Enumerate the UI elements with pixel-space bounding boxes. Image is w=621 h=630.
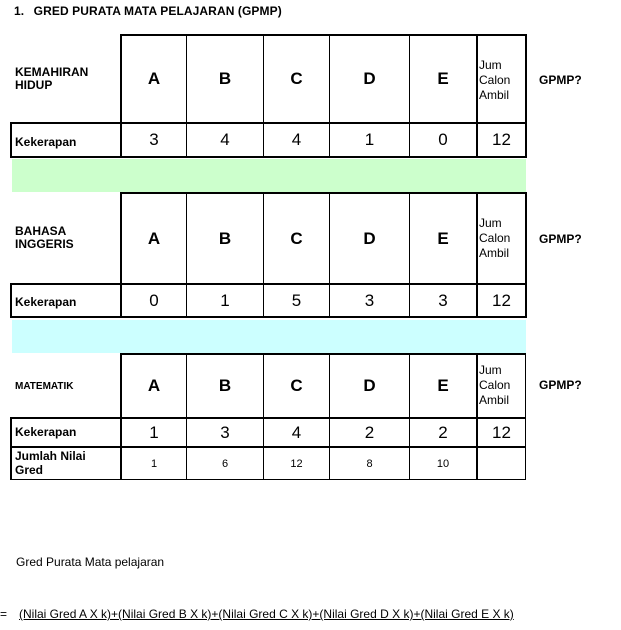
jum-calon-ambil-header xyxy=(479,216,510,261)
grade-header-a: A xyxy=(147,376,161,395)
grade-header-c: C xyxy=(290,69,303,88)
jum-calon-ambil-header xyxy=(479,363,510,408)
total-cell: 12 xyxy=(492,422,511,442)
separator-band-cyan xyxy=(12,320,526,353)
gpmp-label: GPMP? xyxy=(539,378,582,392)
subject-name-line: HIDUP xyxy=(15,78,53,92)
jum-line: Jum xyxy=(479,363,502,377)
row-label-line: Gred xyxy=(15,463,44,477)
total-cell: 12 xyxy=(492,130,511,149)
grade-header-c: C xyxy=(290,376,303,395)
gpmp-label: GPMP? xyxy=(539,232,582,246)
row-label-kekerapan: Kekerapan xyxy=(15,425,77,439)
frequency-cell: 4 xyxy=(291,422,302,442)
border xyxy=(10,417,12,480)
jum-line: Calon xyxy=(479,73,511,87)
frequency-cell: 3 xyxy=(364,290,375,310)
jum-line: Jum xyxy=(479,58,502,72)
grade-header-a: A xyxy=(147,228,161,248)
frequency-cell: 4 xyxy=(291,130,302,149)
grade-header-e: E xyxy=(437,376,449,395)
row-label-line: Jumlah Nilai xyxy=(15,449,86,463)
formula-caption: Gred Purata Mata pelajaran xyxy=(16,555,165,569)
separator-band-green xyxy=(12,159,526,192)
border xyxy=(10,316,526,318)
border xyxy=(10,122,12,158)
subject-name-line: BAHASA xyxy=(15,224,67,238)
row-label-jumlah-nilai-gred xyxy=(15,449,86,477)
jum-line: Calon xyxy=(479,231,511,245)
formula-text: (Nilai Gred A X k)+(Nilai Gred B X k)+(Nilai Gred C X k)+(Nilai Gred D X k)+(Nilai Gred E X k) xyxy=(19,607,514,621)
frequency-cell: 0 xyxy=(149,290,159,310)
frequency-cell: 2 xyxy=(364,422,375,442)
border xyxy=(10,283,12,318)
frequency-cell: 4 xyxy=(220,130,230,149)
row-label-kekerapan: Kekerapan xyxy=(15,135,77,149)
subject-name-line: MATEMATIK xyxy=(15,381,74,392)
title-number: 1. xyxy=(14,4,25,18)
subject-name-line: INGGERIS xyxy=(15,237,74,251)
border xyxy=(476,353,478,480)
formula xyxy=(0,607,514,621)
grade-header-d: D xyxy=(363,228,376,248)
frequency-cell: 1 xyxy=(149,422,159,442)
frequency-cell: 3 xyxy=(220,422,230,442)
border xyxy=(525,192,527,318)
frequency-cell: 1 xyxy=(220,290,230,310)
title-text: GRED PURATA MATA PELAJARAN (GPMP) xyxy=(33,4,282,18)
grade-value-cell: 6 xyxy=(221,457,229,470)
grade-value-cell: 10 xyxy=(436,457,450,470)
border xyxy=(10,156,526,158)
grade-header-a: A xyxy=(147,69,161,88)
grade-header-e: E xyxy=(437,69,449,88)
total-cell: 12 xyxy=(492,290,511,310)
border xyxy=(525,34,527,158)
frequency-cell: 3 xyxy=(438,290,448,310)
grade-header-c: C xyxy=(290,228,303,248)
subject-name xyxy=(15,380,74,393)
jum-line: Calon xyxy=(479,378,511,392)
frequency-cell: 0 xyxy=(438,130,448,149)
jum-line: Ambil xyxy=(479,393,510,407)
grade-header-d: D xyxy=(363,376,376,395)
jum-line: Jum xyxy=(479,216,502,230)
subject-name-line: KEMAHIRAN xyxy=(15,65,89,79)
frequency-cell: 3 xyxy=(149,130,159,149)
formula-equals: = xyxy=(0,607,8,621)
jum-calon-ambil-header xyxy=(479,58,510,103)
jum-line: Ambil xyxy=(479,88,510,102)
grade-header-d: D xyxy=(363,69,376,88)
subject-name xyxy=(15,225,74,251)
border xyxy=(525,353,526,480)
frequency-cell: 2 xyxy=(438,422,448,442)
page-title xyxy=(14,4,282,18)
grade-value-cell: 8 xyxy=(366,457,373,470)
grade-header-b: B xyxy=(218,376,232,395)
row-label-kekerapan: Kekerapan xyxy=(15,295,77,309)
gpmp-label: GPMP? xyxy=(539,73,582,87)
grade-value-cell: 1 xyxy=(150,457,158,470)
frequency-cell: 5 xyxy=(291,290,302,310)
grade-header-b: B xyxy=(218,228,232,248)
grade-value-cell: 12 xyxy=(290,457,303,470)
frequency-cell: 1 xyxy=(364,130,375,149)
grade-header-b: B xyxy=(218,69,232,88)
grade-header-e: E xyxy=(437,228,449,248)
border xyxy=(10,479,526,480)
subject-name xyxy=(15,66,88,92)
jum-line: Ambil xyxy=(479,246,510,260)
